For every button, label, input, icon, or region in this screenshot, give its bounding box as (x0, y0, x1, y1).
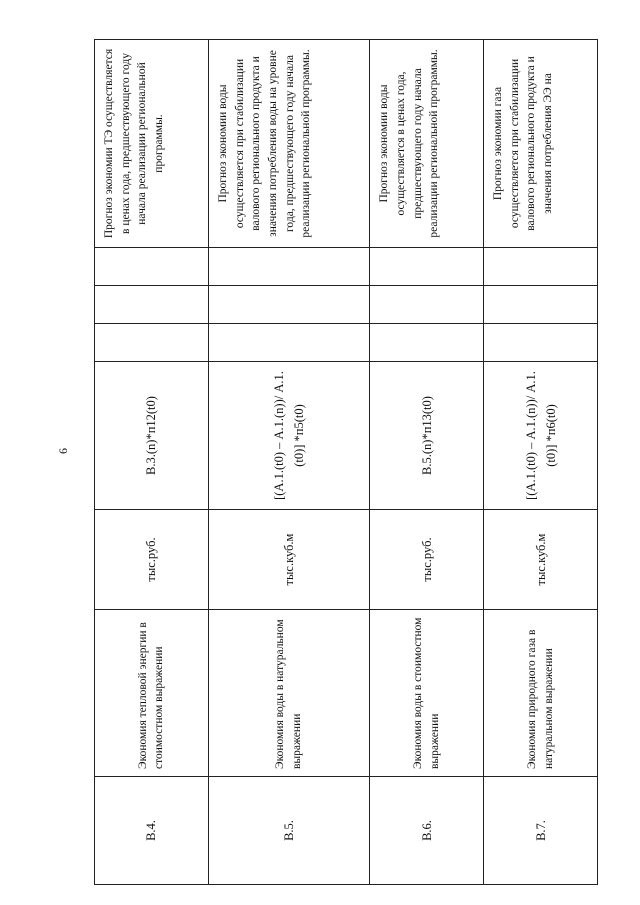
table-row (95, 40, 209, 885)
row-note: Прогноз экономии воды осуществляется в ценах года, предшествующего году начала реализации региональной программы. (370, 40, 484, 248)
document-sheet (94, 40, 598, 885)
row-formula: [(А.1.(t0) – А.1.(n))/ А.1.(t0)] *п6(t0) (484, 362, 598, 510)
empty-cell (370, 324, 484, 362)
empty-cell (370, 248, 484, 286)
row-note: Прогноз экономии воды осуществляется при стабилизации валового регионального продукта и значения потребления воды на уровне года, предшествующего году начала реализации региональной программы. (208, 40, 369, 248)
empty-cell (95, 286, 209, 324)
page-number: 6 (56, 448, 70, 454)
empty-cell (484, 324, 598, 362)
row-unit: тыс.руб. (95, 510, 209, 610)
table-row (484, 40, 598, 885)
empty-cell (208, 248, 369, 286)
empty-cell (208, 324, 369, 362)
row-code: В.7. (484, 777, 598, 885)
empty-cell (95, 324, 209, 362)
empty-cell (208, 286, 369, 324)
row-name: Экономия тепловой энергии в стоимостном выражении (95, 610, 209, 777)
table-row (208, 40, 369, 885)
row-note: Прогноз экономии ТЭ осуществляется в ценах года, предшествующего году начала реализации региональной программы. (95, 40, 209, 248)
row-name: Экономия воды в стоимостном выражении (370, 610, 484, 777)
row-name: Экономия природного газа в натуральном выражении (484, 610, 598, 777)
row-note: Прогноз экономии газа осуществляется при стабилизации валового регионального продукта и значения потребления ЭЭ на (484, 40, 598, 248)
empty-cell (95, 248, 209, 286)
row-formula: B.5.(n)*п13(t0) (370, 362, 484, 510)
empty-cell (370, 286, 484, 324)
empty-cell (484, 248, 598, 286)
row-unit: тыс.куб.м (208, 510, 369, 610)
empty-cell (484, 286, 598, 324)
row-code: В.5. (208, 777, 369, 885)
table-row (370, 40, 484, 885)
row-formula: [(А.1.(t0) – А.1.(n))/ А.1.(t0)] *п5(t0) (208, 362, 369, 510)
row-unit: тыс.руб. (370, 510, 484, 610)
row-name: Экономия воды в натуральном выражении (208, 610, 369, 777)
row-code: В.6. (370, 777, 484, 885)
indicators-table (94, 39, 598, 885)
row-unit: тыс.куб.м (484, 510, 598, 610)
row-code: В.4. (95, 777, 209, 885)
row-formula: B.3.(n)*п12(t0) (95, 362, 209, 510)
